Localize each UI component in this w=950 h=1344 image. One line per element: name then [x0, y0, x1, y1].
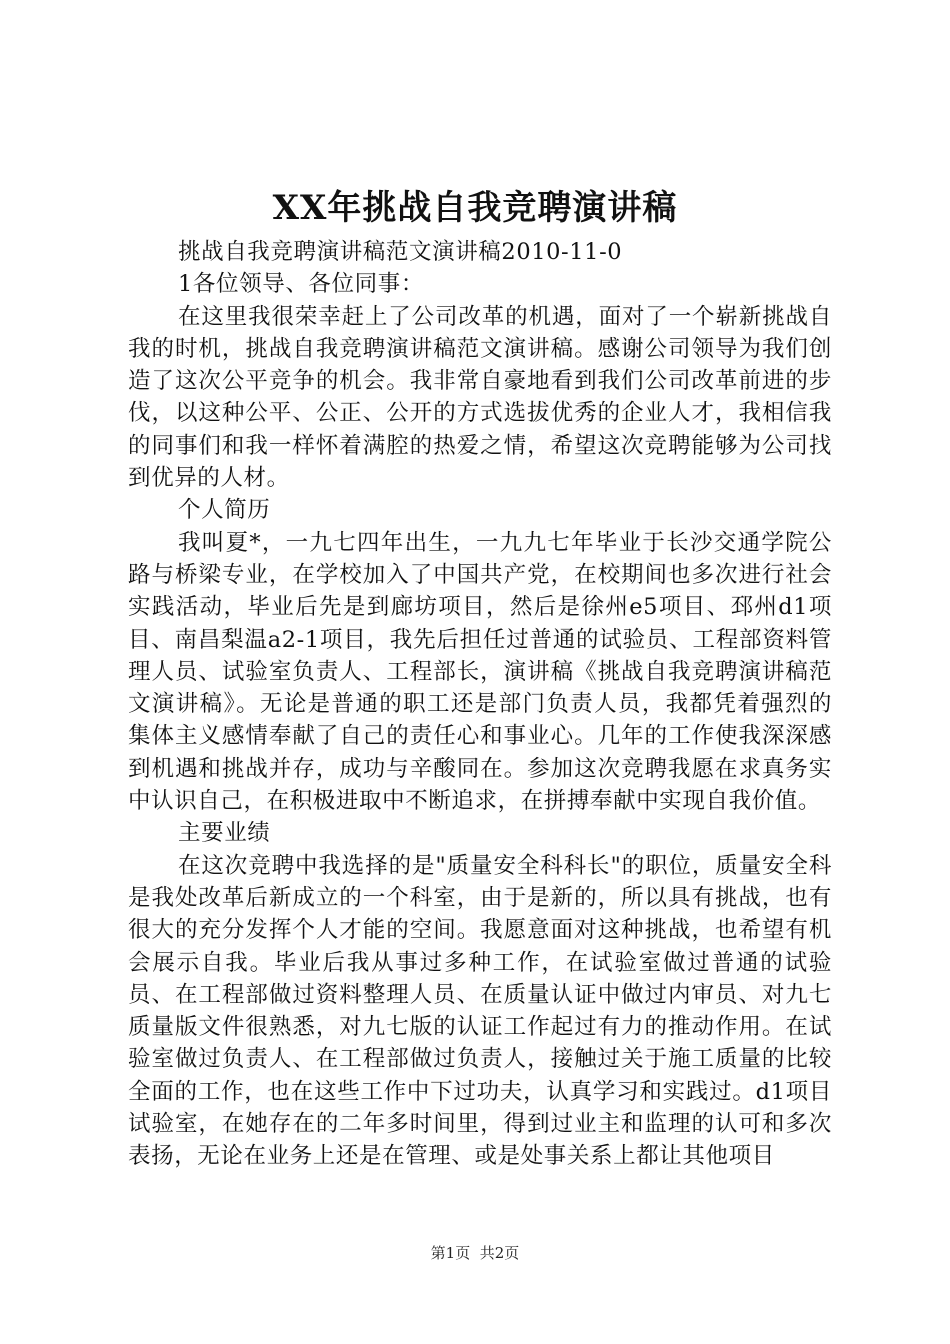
paragraph-resume: 我叫夏*，一九七四年出生，一九九七年毕业于长沙交通学院公路与桥梁专业，在学校加入了中国共产党，在校期间也多次进行社会实践活动，毕业后先是到廊坊项目，然后是徐州e5项目、邳州d1项目、南昌梨温a2-1项目，我先后担任过普通的试验员、工程部资料管理人员、试验室负责人、工程部长，演讲稿《挑战自我竞聘演讲稿范文演讲稿》。无论是普通的职工还是部门负责人员，我都凭着强烈的集体主义感情奉献了自己的责任心和事业心。几年的工作使我深深感到机遇和挑战并存，成功与辛酸同在。参加这次竞聘我愿在求真务实中认识自己，在积极进取中不断追求，在拼搏奉献中实现自我价值。	[128, 529, 832, 815]
paragraph-header-line-1: 挑战自我竞聘演讲稿范文演讲稿2010-11-0	[178, 239, 623, 265]
paragraph-intro: 在这里我很荣幸赶上了公司改革的机遇，面对了一个崭新挑战自我的时机，挑战自我竞聘演讲稿范文演讲稿。感谢公司领导为我们创造了这次公平竞争的机会。我非常自豪地看到我们公司改革前进的步伐，以这种公平、公正、公开的方式选拔优秀的企业人才，我相信我的同事们和我一样怀着满腔的热爱之情，希望这次竞聘能够为公司找到优异的人材。	[128, 303, 832, 492]
page-number: 第1页	[430, 1244, 471, 1262]
document-title: XX年挑战自我竞聘演讲稿	[272, 188, 678, 228]
page-footer	[0, 1242, 950, 1264]
paragraph-salutation: 1各位领导、各位同事：	[178, 271, 424, 298]
paragraph-achievements: 在这次竞聘中我选择的是"质量安全科科长"的职位，质量安全科是我处改革后新成立的一个科室，由于是新的，所以具有挑战，也有很大的充分发挥个人才能的空间。我愿意面对这种挑战，也希望有机会展示自我。毕业后我从事过多种工作，在试验室做过普通的试验员、在工程部做过资料整理人员、在质量认证中做过内审员、对九七质量版文件很熟悉，对九七版的认证工作起过有力的推动作用。在试验室做过负责人、在工程部做过负责人，接触过关于施工质量的比较全面的工作，也在这些工作中下过功夫，认真学习和实践过。d1项目试验室，在她存在的二年多时间里，得到过业主和监理的认可和多次表扬，无论在业务上还是在管理、或是处事关系上都让其他项目	[128, 852, 832, 1170]
document-body	[128, 236, 832, 1173]
page-total: 共2页	[479, 1244, 520, 1262]
section-heading-achievements: 主要业绩	[178, 820, 271, 847]
section-heading-resume: 个人简历	[178, 497, 271, 524]
